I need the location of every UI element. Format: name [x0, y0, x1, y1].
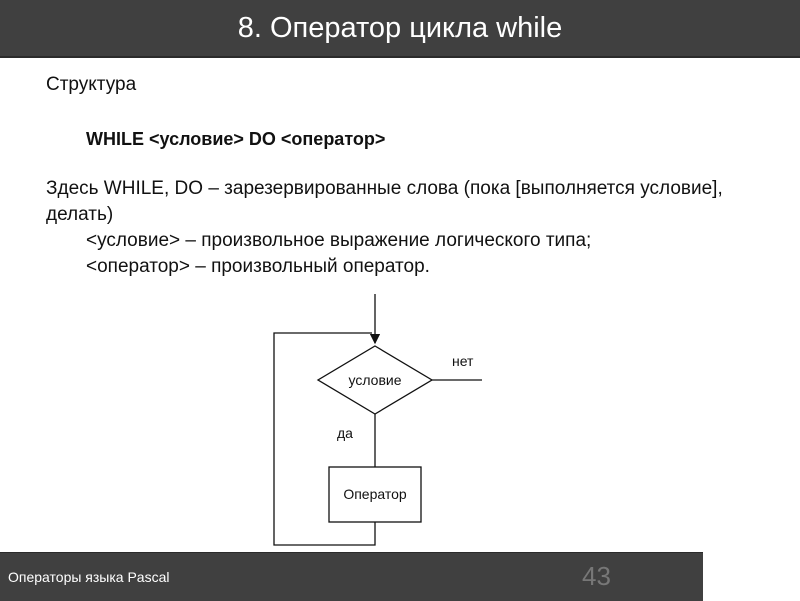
- footer-text: Операторы языка Pascal: [8, 569, 170, 585]
- description-reserved-words: Здесь WHILE, DO – зарезервированные слова (пока [выполняется условие], делать): [46, 178, 723, 225]
- no-label: нет: [452, 353, 474, 369]
- structure-label: Структура: [46, 74, 137, 95]
- footer-bar: [0, 552, 703, 601]
- slide-title: 8. Оператор цикла while: [237, 11, 563, 44]
- operator-label: Оператор: [343, 486, 407, 502]
- condition-label: условие: [348, 372, 402, 388]
- description-condition: <условие> – произвольное выражение логического типа;: [86, 230, 592, 251]
- yes-label: да: [337, 425, 353, 441]
- page-number: 43: [582, 561, 611, 591]
- syntax-line: WHILE <условие> DO <оператор>: [86, 129, 386, 149]
- description-operator: <оператор> – произвольный оператор.: [86, 256, 430, 277]
